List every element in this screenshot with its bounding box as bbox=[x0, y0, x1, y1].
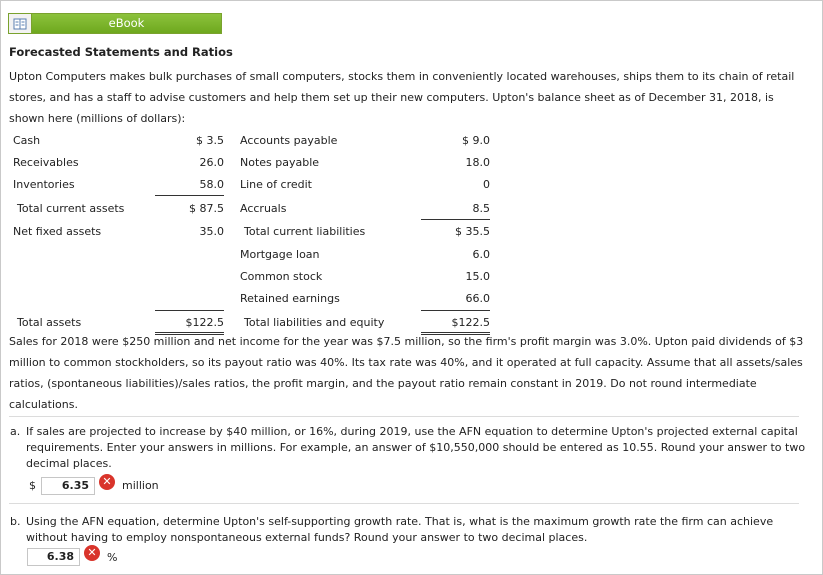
asset-label: Cash bbox=[13, 134, 41, 147]
liability-value: 15.0 bbox=[465, 270, 490, 283]
liability-value: 18.0 bbox=[465, 156, 490, 169]
divider bbox=[421, 310, 490, 311]
page-title: Forecasted Statements and Ratios bbox=[9, 45, 233, 59]
total-assets-label: Total assets bbox=[17, 316, 82, 329]
answer-a-input[interactable]: 6.35 bbox=[41, 477, 95, 495]
divider bbox=[155, 195, 224, 196]
currency-prefix: $ bbox=[29, 479, 36, 492]
liability-value: 0 bbox=[483, 178, 490, 191]
incorrect-icon: ✕ bbox=[84, 545, 100, 561]
question-letter: b. bbox=[10, 515, 21, 528]
asset-label: Net fixed assets bbox=[13, 225, 102, 238]
divider bbox=[421, 219, 490, 220]
liability-label: Retained earnings bbox=[240, 292, 340, 305]
answer-a-suffix: million bbox=[122, 479, 159, 492]
answer-b-input[interactable]: 6.38 bbox=[27, 548, 80, 566]
liability-label: Accounts payable bbox=[240, 134, 338, 147]
asset-value: 58.0 bbox=[199, 178, 224, 191]
question-letter: a. bbox=[10, 425, 21, 438]
question-a-text: If sales are projected to increase by $40 million, or 16%, during 2019, use the AFN equation to determine Upton's projected external capital requirements. Enter your answers in millions. For example, an answer of $10,550,000 should be entered as 10.55. Round your answer to two decimal places. bbox=[26, 425, 806, 470]
liability-label: Line of credit bbox=[240, 178, 312, 191]
divider bbox=[155, 310, 224, 311]
liability-label: Total current liabilities bbox=[244, 225, 366, 238]
asset-label: Inventories bbox=[13, 178, 75, 191]
liability-label: Mortgage loan bbox=[240, 248, 320, 261]
ebook-label[interactable]: eBook bbox=[32, 14, 221, 33]
incorrect-icon: ✕ bbox=[99, 474, 115, 490]
liability-value: 8.5 bbox=[472, 202, 490, 215]
liability-label: Notes payable bbox=[240, 156, 320, 169]
total-assets-value: $122.5 bbox=[185, 316, 224, 329]
liability-label: Common stock bbox=[240, 270, 323, 283]
asset-label: Total current assets bbox=[17, 202, 125, 215]
intro-paragraph: Upton Computers makes bulk purchases of small computers, stocks them in conveniently located warehouses, ships them to its chain of retail stores, and has a staff to advise customers and help them set up their new computers. Upton's balance sheet as of December 31, 2018, is shown here (millions of dollars): bbox=[9, 70, 795, 125]
liability-value: $ 35.5 bbox=[455, 225, 490, 238]
asset-value: 35.0 bbox=[199, 225, 224, 238]
question-b-divider bbox=[9, 503, 799, 504]
question-b-text: Using the AFN equation, determine Upton's self-supporting growth rate. That is, what is the maximum growth rate the firm can achieve without having to employ nonspontaneous external funds? Round your answer to two decimal places. bbox=[26, 515, 774, 544]
total-liabilities-label: Total liabilities and equity bbox=[244, 316, 385, 329]
liability-value: 66.0 bbox=[465, 292, 490, 305]
answer-b-suffix: % bbox=[107, 551, 118, 564]
body-paragraph: Sales for 2018 were $250 million and net income for the year was $7.5 million, so the firm's profit margin was 3.0%. Upton paid dividends of $3 million to common stockholders, so its payout ratio was 40%. Its tax rate was 40%, and it operated at full capacity. Assume that all assets/sales ratios, (spontaneous liabilities)/sales ratios, the profit margin, and the payout ratio remain constant in 2019. Do not round intermediate calculations. bbox=[9, 335, 804, 411]
asset-value: 26.0 bbox=[199, 156, 224, 169]
book-icon bbox=[9, 14, 32, 33]
total-liabilities-value: $122.5 bbox=[451, 316, 490, 329]
question-a-divider bbox=[9, 416, 799, 417]
liability-label: Accruals bbox=[240, 202, 287, 215]
asset-value: $ 3.5 bbox=[196, 134, 224, 147]
asset-value: $ 87.5 bbox=[189, 202, 224, 215]
liability-value: 6.0 bbox=[472, 248, 490, 261]
asset-label: Receivables bbox=[13, 156, 79, 169]
liability-value: $ 9.0 bbox=[462, 134, 490, 147]
ebook-button[interactable] bbox=[8, 13, 222, 34]
